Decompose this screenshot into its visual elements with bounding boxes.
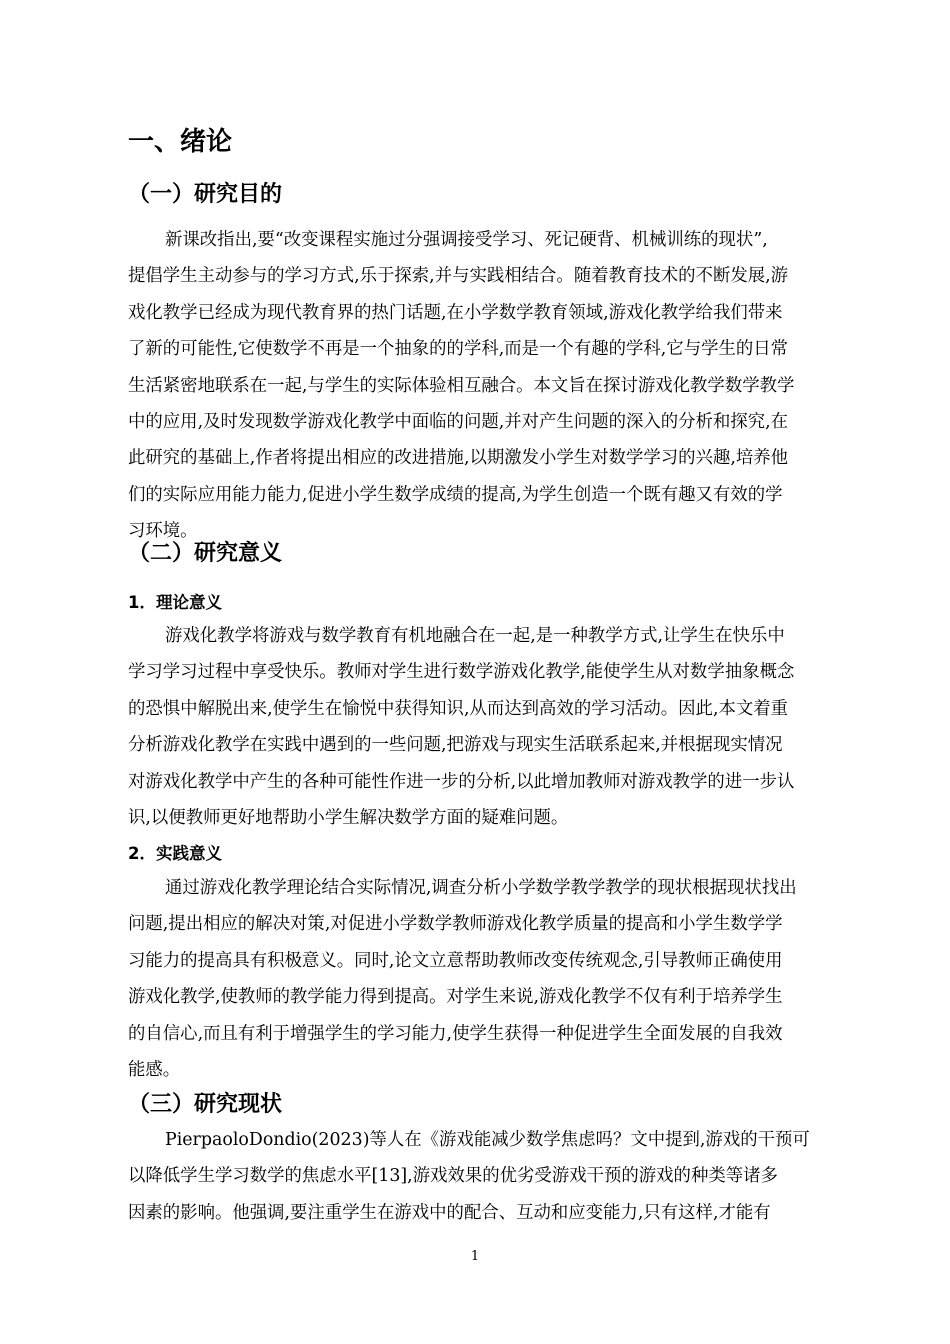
- text-line: 中的应用,及时发现数学游戏化教学中面临的问题,并对产生问题的深入的分析和探究,在: [128, 411, 789, 432]
- text-line: 对游戏化教学中产生的各种可能性作进一步的分析,以此增加教师对游戏教学的进一步认: [128, 771, 795, 792]
- text-line: 习环境。: [128, 521, 198, 542]
- text-line: 分析游戏化教学在实践中遇到的一些问题,把游戏与现实生活联系起来,并根据现实情况: [128, 735, 783, 756]
- text-line: 的自信心,而且有利于增强学生的学习能力,使学生获得一种促进学生全面发展的自我效: [128, 1023, 783, 1044]
- paragraph-practical-significance: [128, 870, 860, 1088]
- text-line: 识,以便教师更好地帮助小学生解决数学方面的疑难问题。: [128, 807, 569, 828]
- paragraph-research-status: [128, 1122, 860, 1231]
- text-line: 问题,提出相应的解决对策,对促进小学数学教师游戏化教学质量的提高和小学生数学学: [128, 914, 783, 935]
- paragraph-research-purpose: [128, 222, 860, 550]
- text-line: 提倡学生主动参与的学习方式,乐于探索,并与实践相结合。随着教育技术的不断发展,游: [128, 266, 789, 287]
- text-line: 因素的影响。他强调,要注重学生在游戏中的配合、互动和应变能力,只有这样,才能有: [128, 1202, 771, 1223]
- text-line: 能感。: [128, 1059, 181, 1080]
- subsection-title-theoretical: 1．理论意义: [128, 593, 222, 612]
- text-line: PierpaoloDondio(2023)等人在《游戏能减少数学焦虑吗？文中提到,游戏的干预可: [165, 1130, 810, 1150]
- page-number: 1: [470, 1249, 480, 1264]
- section-title-research-purpose: （一）研究目的: [128, 182, 283, 207]
- text-line: 游戏化教学将游戏与数学教育有机地融合在一起,是一种教学方式,让学生在快乐中: [165, 626, 785, 646]
- text-line: 戏化教学已经成为现代教育界的热门话题,在小学数学教育领域,游戏化教学给我们带来: [128, 302, 783, 323]
- section-title-research-significance: （二）研究意义: [128, 541, 283, 566]
- text-line: 学习学习过程中享受快乐。教师对学生进行数学游戏化教学,能使学生从对数学抽象概念: [128, 662, 795, 683]
- text-line: 新课改指出,要“改变课程实施过分强调接受学习、死记硬背、机械训练的现状”,: [165, 230, 768, 250]
- subsection-title-practical: 2．实践意义: [128, 844, 222, 863]
- text-line: 此研究的基础上,作者将提出相应的改进措施,以期激发小学生对数学学习的兴趣,培养他: [128, 448, 789, 469]
- text-line: 的恐惧中解脱出来,使学生在愉悦中获得知识,从而达到高效的学习活动。因此,本文着重: [128, 698, 789, 719]
- text-line: 游戏化教学,使教师的教学能力得到提高。对学生来说,游戏化教学不仅有利于培养学生: [128, 987, 783, 1008]
- text-line: 以降低学生学习数学的焦虑水平[13],游戏效果的优劣受游戏干预的游戏的种类等诸多: [128, 1166, 778, 1187]
- paragraph-theoretical-significance: [128, 618, 860, 836]
- section-title-research-status: （三）研究现状: [128, 1092, 283, 1117]
- text-line: 们的实际应用能力能力,促进小学生数学成绩的提高,为学生创造一个既有趣又有效的学: [128, 484, 783, 505]
- text-line: 通过游戏化教学理论结合实际情况,调查分析小学数学教学教学的现状根据现状找出: [165, 878, 797, 898]
- chapter-title: 一、绪论: [128, 127, 233, 157]
- text-line: 生活紧密地联系在一起,与学生的实际体验相互融合。本文旨在探讨游戏化教学数学教学: [128, 375, 795, 396]
- text-line: 习能力的提高具有积极意义。同时,论文立意帮助教师改变传统观念,引导教师正确使用: [128, 950, 783, 971]
- text-line: 了新的可能性,它使数学不再是一个抽象的的学科,而是一个有趣的学科,它与学生的日常: [128, 339, 789, 360]
